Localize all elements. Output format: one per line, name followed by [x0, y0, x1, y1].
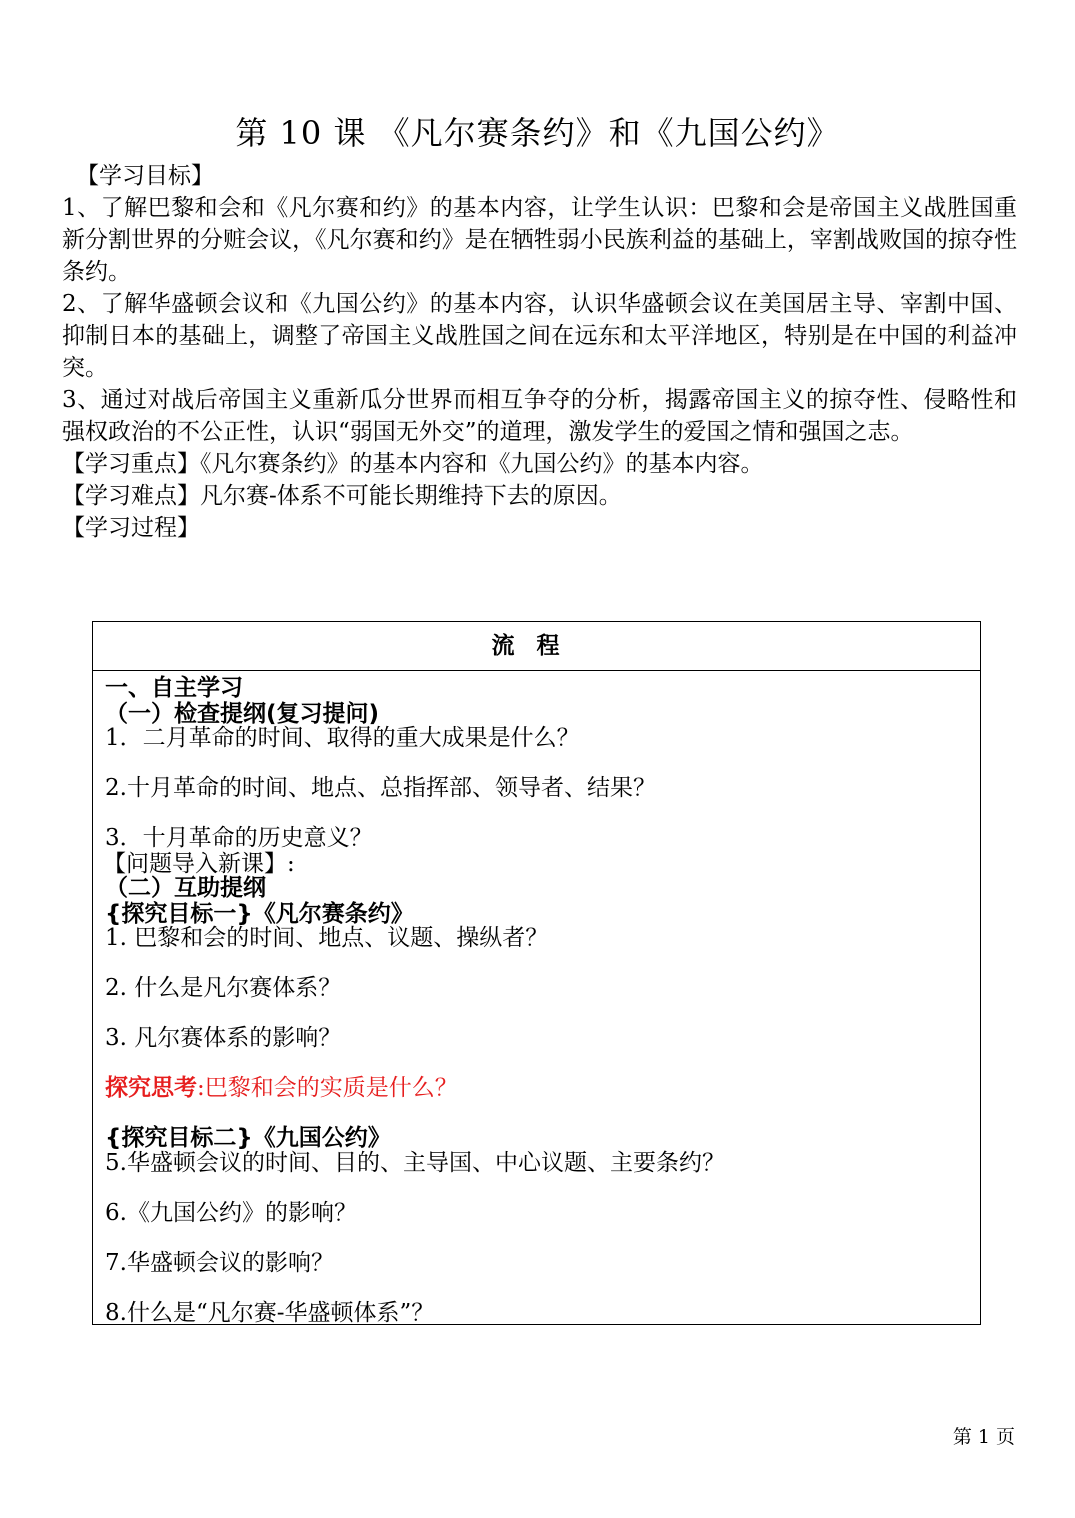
objective-item: 3、通过对战后帝国主义重新瓜分世界而相互争夺的分析，揭露帝国主义的掠夺性、侵略性和强权政治的不公正性，认识“弱国无外交”的道理，激发学生的爱国之情和强国之志。	[62, 387, 1017, 445]
objective-item: 2、了解华盛顿会议和《九国公约》的基本内容，认识华盛顿会议在美国居主导、宰割中国、抑制日本的基础上，调整了帝国主义战胜国之间在远东和太平洋地区，特别是在中国的利益冲突。	[62, 291, 1017, 381]
intro-section	[62, 160, 1017, 544]
difficulties: 【学习难点】凡尔赛-体系不可能长期维持下去的原因。	[62, 483, 622, 509]
think-text: :巴黎和会的实质是什么？	[197, 1075, 458, 1101]
think-question	[105, 1069, 458, 1102]
intro-new-lesson: 【问题导入新课】:	[103, 851, 295, 877]
page-title: 第 10 课 《凡尔赛条约》和《九国公约》	[235, 114, 840, 152]
question-item: 2.十月革命的时间、地点、总指挥部、领导者、结果？	[105, 775, 656, 801]
process-heading: 【学习过程】	[62, 515, 200, 541]
question-item: 3. 凡尔赛体系的影响？	[105, 1025, 342, 1051]
question-item: 8.什么是“凡尔赛-华盛顿体系”？	[105, 1300, 435, 1326]
question-item: 6.《九国公约》的影响？	[105, 1200, 357, 1226]
section-self-study: 一、自主学习	[105, 675, 243, 701]
key-points: 【学习重点】《凡尔赛条约》的基本内容和《九国公约》的基本内容。	[62, 451, 764, 477]
question-item: 2. 什么是凡尔赛体系？	[105, 975, 342, 1001]
goal-two-heading: {探究目标二}《九国公约》	[105, 1125, 391, 1151]
think-label: 探究思考	[105, 1075, 197, 1101]
question-item: 1．二月革命的时间、取得的重大成果是什么？	[105, 725, 580, 751]
subsection-mutual-help: （二）互助提纲	[105, 875, 266, 901]
question-item: 3．十月革命的历史意义？	[105, 825, 373, 851]
question-item: 5.华盛顿会议的时间、目的、主导国、中心议题、主要条约？	[105, 1150, 725, 1176]
question-item: 7.华盛顿会议的影响？	[105, 1250, 334, 1276]
objectives-heading: 【学习目标】	[76, 163, 214, 189]
page-number: 第 1 页	[952, 1426, 1015, 1448]
question-item: 1. 巴黎和会的时间、地点、议题、操纵者？	[105, 925, 549, 951]
objective-item: 1、了解巴黎和会和《凡尔赛和约》的基本内容，让学生认识：巴黎和会是帝国主义战胜国重新分割世界的分赃会议，《凡尔赛和约》是在牺牲弱小民族利益的基础上，宰割战败国的掠夺性条约。	[62, 195, 1017, 285]
flow-table	[92, 621, 981, 1325]
goal-one-heading: {探究目标一}《凡尔赛条约》	[105, 901, 414, 927]
subsection-review: （一）检查提纲(复习提问)	[105, 701, 380, 727]
flow-header: 流程	[93, 622, 980, 671]
